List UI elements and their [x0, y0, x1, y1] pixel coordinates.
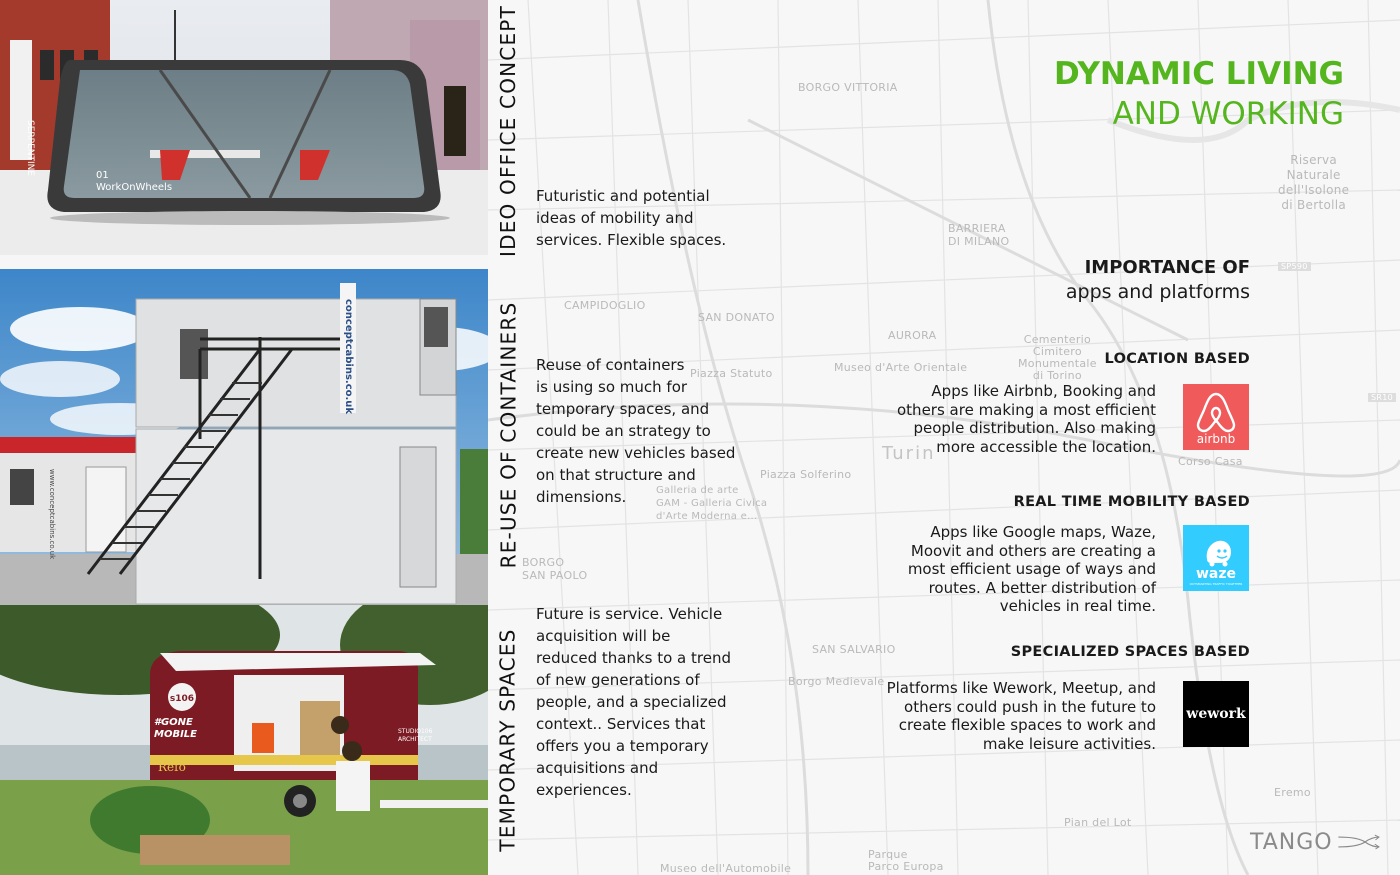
- svg-text:waze: waze: [1195, 566, 1237, 582]
- map-label-piazza-solferino: Piazza Solferino: [760, 468, 852, 481]
- map-label-sp590: SP590: [1278, 262, 1311, 271]
- caravan-studio-2: ARCHITECT: [398, 736, 432, 743]
- map-label-corso-casal: Corso Casa: [1178, 455, 1243, 468]
- platform-heading-spaces: SPECIALIZED SPACES BASED: [1010, 644, 1250, 660]
- caravan-slogan-1: #GONE: [154, 717, 193, 728]
- map-label-riserva: Riserva Naturale dell'Isolone di Bertolla: [1278, 153, 1350, 212]
- platform-text-spaces: Platforms like Wework, Meetup, and others could push in the future to create flexible spaces to work and make leisure activities.: [886, 679, 1156, 753]
- airbnb-logo: [1183, 384, 1249, 450]
- importance-subheading: apps and platforms: [1065, 281, 1250, 303]
- container-sign: conceptcabins.co.uk: [343, 299, 354, 415]
- section-description-containers: Reuse of containers is using so much for temporary spaces, and could be an strategy to create new vehicles based on that structure and dimensions.: [536, 356, 736, 506]
- section-description-temporary: Future is service. Vehicle acquisition will be reduced thanks to a trend of new generations of people, and a specialized context.. Services that offers you a temporary acquisitions and experiences.: [536, 605, 731, 799]
- wework-logo: wework: [1183, 681, 1249, 747]
- map-label-san-salvario: SAN SALVARIO: [812, 643, 896, 656]
- map-label-museo: Museo d'Arte Orientale: [834, 361, 968, 374]
- platform-text-mobility: Apps like Google maps, Waze, Moovit and others are creating a most efficient usage of ways and routes. A better distribution of vehicles in real time.: [907, 523, 1156, 615]
- map-label-campidoglio: CAMPIDOGLIO: [564, 299, 646, 312]
- svg-text:OUTSMARTING TRAFFIC TOGETHER: OUTSMARTING TRAFFIC TOGETHER: [1189, 582, 1243, 586]
- section-label-temporary: TEMPORARY SPACES: [496, 628, 520, 852]
- tango-arrows-icon: [1337, 829, 1380, 855]
- map-label-san-donato: SAN DONATO: [698, 311, 775, 324]
- photo-office-pod: [0, 0, 488, 255]
- map-label-galleria: Galleria de arte GAM - Galleria Civica d'Arte Moderna e...: [656, 485, 768, 522]
- tango-brand-name: TANGO: [1250, 829, 1333, 855]
- map-label-borgo-san-paolo: BORGO SAN PAOLO: [522, 556, 588, 582]
- caravan-slogan-2: MOBILE: [154, 729, 197, 740]
- importance-heading: IMPORTANCE OF: [1084, 257, 1250, 278]
- page-title: DYNAMIC LIVING: [1054, 56, 1344, 92]
- platform-text-location: Apps like Airbnb, Booking and others are making a most efficient people distribution. Also making more accessible the location.: [897, 382, 1156, 456]
- waze-logo: [1183, 525, 1249, 591]
- tango-brand: [1250, 826, 1380, 858]
- map-label-barriera: BARRIERA DI MILANO: [948, 222, 1010, 248]
- map-label-borgo-vittoria: BORGO VITTORIA: [798, 81, 898, 94]
- platform-heading-location: LOCATION BASED: [1104, 351, 1250, 367]
- map-label-borgo-medievale: Borgo Medievale: [788, 675, 885, 688]
- map-label-aurora: AURORA: [888, 329, 937, 342]
- map-label-museo-auto: Museo dell'Automobile: [660, 862, 792, 875]
- map-label-cementerio: Cementerio Cimitero Monumentale di Torino: [1018, 333, 1097, 382]
- map-label-piazza-statuto: Piazza Statuto: [690, 367, 773, 380]
- map-label-torino: Turin: [882, 443, 936, 464]
- caravan-badge: s106: [169, 694, 195, 704]
- map-label-pian-del-lot: Pian del Lot: [1064, 816, 1132, 829]
- pod-brand: WorkOnWheels: [96, 182, 173, 193]
- section-label-containers: RE-USE OF CONTAINERS: [496, 301, 521, 569]
- photo-caravan: [0, 605, 488, 875]
- map-label-parque: Parque Parco Europa: [868, 848, 944, 873]
- platform-heading-mobility: REAL TIME MOBILITY BASED: [1013, 494, 1250, 510]
- section-label-office: IDEO OFFICE CONCEPT: [496, 5, 520, 257]
- caravan-side-text: Refo: [158, 760, 186, 774]
- page-subtitle: AND WORKING: [1112, 96, 1344, 132]
- cabin-small-sign: www.conceptcabins.co.uk: [48, 469, 56, 560]
- serpentine-sign: SERPENTINE: [25, 120, 35, 177]
- map-label-eremo: Eremo: [1274, 786, 1311, 799]
- svg-text:airbnb: airbnb: [1196, 432, 1236, 446]
- pod-number: 01: [96, 170, 109, 181]
- section-description-office: Futuristic and potential ideas of mobility and services. Flexible spaces.: [536, 187, 727, 249]
- photo-containers: [0, 269, 488, 605]
- caravan-studio-1: STUDIO106: [398, 728, 433, 735]
- map-label-sr10: SR10: [1368, 393, 1396, 402]
